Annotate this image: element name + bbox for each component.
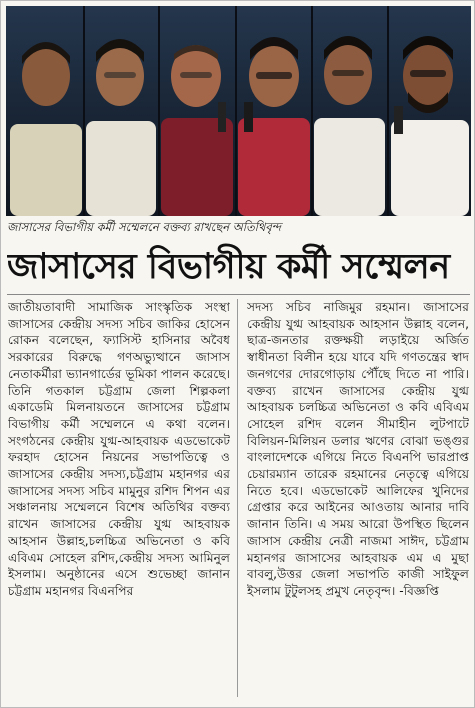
column-divider	[237, 299, 238, 697]
article-column-left: জাতীয়তাবাদী সামাজিক সাংস্কৃতিক সংস্থা জাসাসের কেন্দ্রীয় সদস্য সচিব জাকির হোসেন রোকন বলেছেন, ফ্যাসিস্ট হাসিনার অবৈধ সরকারের বিরুদ্ধে গণঅভ্যুত্থানে জাসাস নেতাকর্মীরা ভ্যানগার্ডের ভূমিকা পালন করেছে। তিনি গতকাল চট্টগ্রাম জেলা শিল্পকলা একাডেমি মিলনায়তনে জাসাসের চট্টগ্রাম বিভাগীয় কর্মী সম্মেলনে এ কথা বলেন। সংগঠনের কেন্দ্রীয় যুগ্ম-আহবায়ক এডভোকেট ফরহাদ হোসেন নিয়নের সভাপতিত্বে ও জাসাসের কেন্দ্রীয় সদস্য,চট্টগ্রাম মহানগর এর জাসাসের সদস্য সচিব মামুনুর রশিদ শিপন এর সঞ্চালনায় সম্মেলনে বিশেষ অতিথির বক্তব্য রাখেন জাসাসের কেন্দ্রীয় যুগ্ম আহবায়ক আহসান উল্লাহ,চলচ্চিত্র অভিনেতা ও কবি এবিএম সোহেল রশিদ,কেন্দ্রীয় সদস্য আমিনুল ইসলাম। অনুষ্ঠানের এসে শুভেচ্ছা জানান চট্টগ্রাম মহানগর বিএনপির	[8, 300, 230, 598]
photo-caption: জাসাসের বিভাগীয় কর্মী সম্মেলনে বক্তব্য রাখছেন অতিথিবৃন্দ	[7, 220, 281, 234]
article-headline: জাসাসের বিভাগীয় কর্মী সম্মেলন	[7, 247, 450, 287]
speakers-photo	[6, 6, 471, 216]
speakers-photo-image	[6, 6, 471, 216]
headline-rule	[7, 294, 470, 295]
article-column-right: সদস্য সচিব নাজিমুর রহমান। জাসাসের কেন্দ্রীয় যুগ্ম আহবায়ক আহসান উল্লাহ বলেন, ছাত্র-জনতার রক্তক্ষয়ী লড়াইয়ে অর্জিত স্বাধীনতা বিলীন হয়ে যাবে যদি গণতন্ত্রের স্বাদ জনগণের দোরগোড়ায় পৌঁছে দিতে না পারি। বক্তব্য রাখেন জাসাসের কেন্দ্রীয় যুগ্ম আহবায়ক চলচ্চিত্র অভিনেতা ও কবি এবিএম সোহেল রশিদ বলেন সীমাহীন লুটপাটে বিলিয়ন-মিলিয়ন ডলার ঋণের বোঝা ভঙ্গুর বাংলাদেশকে এগিয়ে নিতে বিএনপি ভারপ্রাপ্ত চেয়ারম্যান তারেক রহমানের নেতৃত্বে এগিয়ে নিতে হবে। এডভোকেট আলিফের খুনিদের গ্রেপ্তার করে আইনের আওতায় আনার দাবি জানান তিনি। এ সময় আরো উপস্থিত ছিলেন জাসাস কেন্দ্রীয় নেত্রী নাজমা সাঈদ, চট্টগ্রাম মহানগর জাসাসের আহবায়ক এম এ মুছা বাবলু,উত্তর জেলা সভাপতি কাজী সাইফুল ইসলাম টুটুলসহ প্রমুখ নেতৃবৃন্দ। -বিজ্ঞপ্তি	[247, 300, 469, 598]
